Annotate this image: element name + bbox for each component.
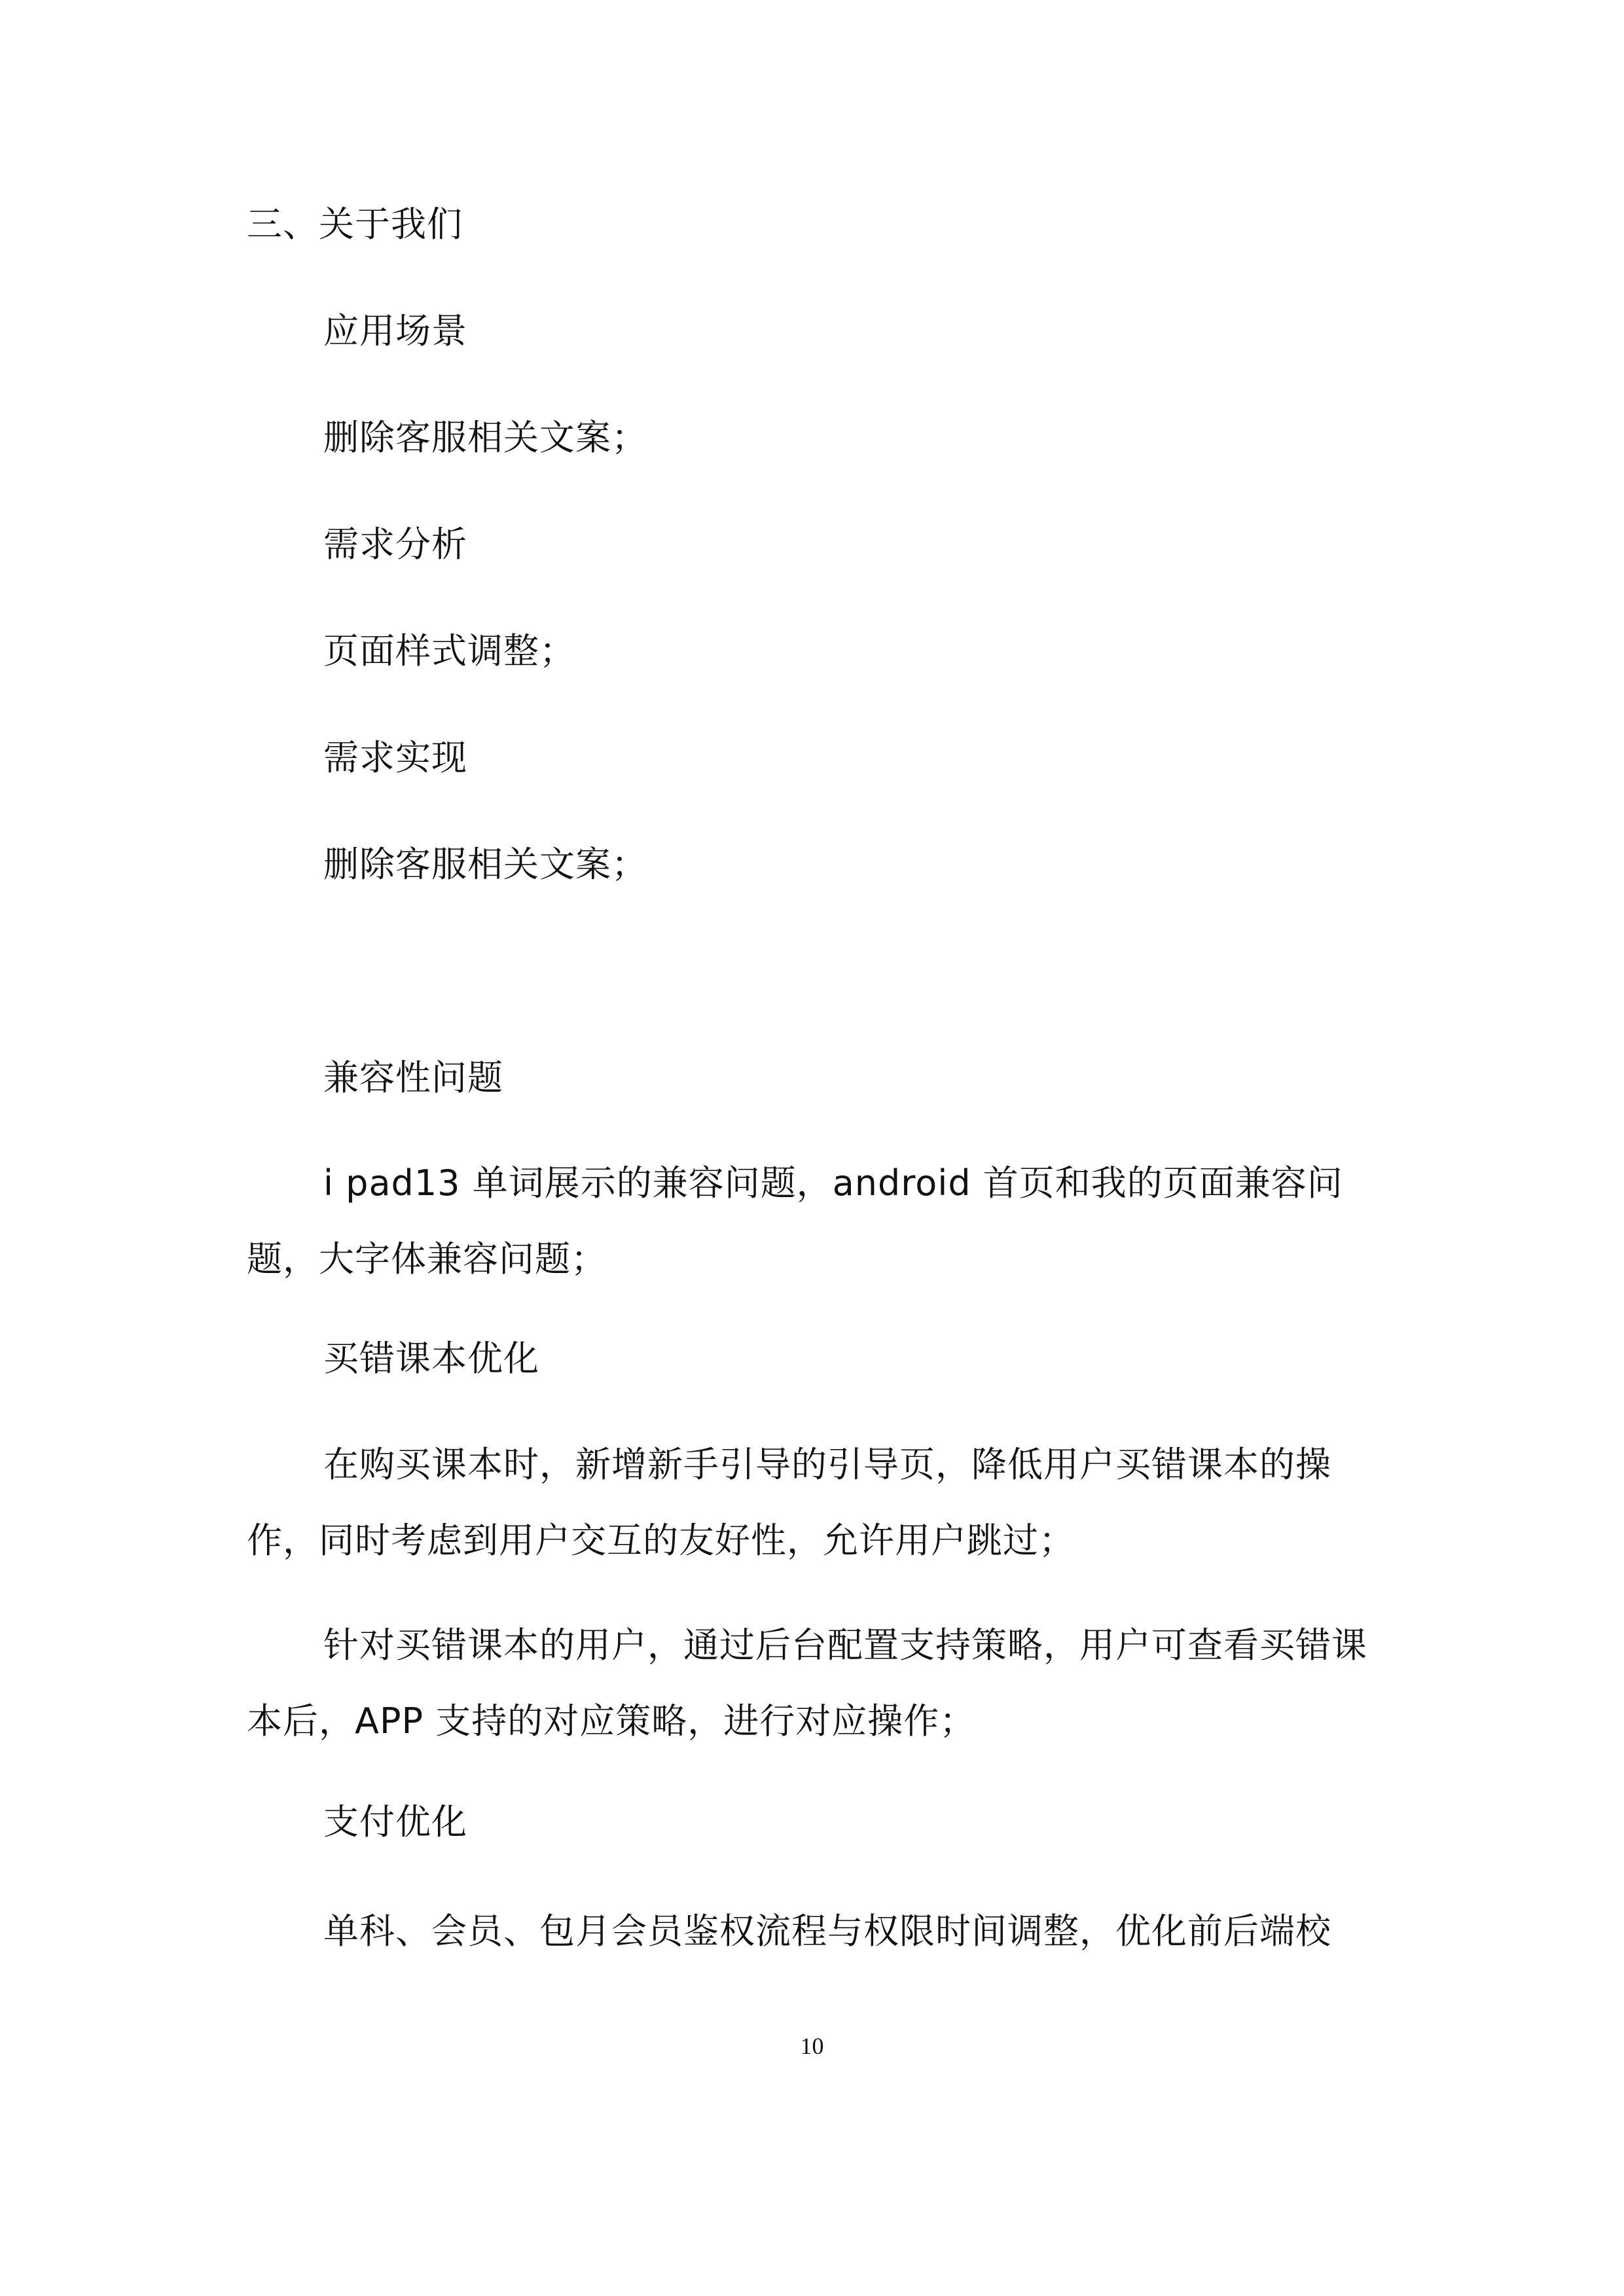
subheading-payment: 支付优化 — [323, 1801, 467, 1842]
page-number: 10 — [800, 2033, 824, 2059]
body-text: 页面样式调整； — [323, 630, 575, 672]
body-paragraph: 单科、会员、包月会员鉴权流程与权限时间调整，优化前后端校 — [323, 1910, 1331, 1952]
body-text: 删除客服相关文案； — [323, 844, 647, 885]
subheading-wrong-textbook: 买错课本优化 — [323, 1338, 539, 1379]
section-heading: 三、关于我们 — [247, 204, 463, 245]
subheading-application-scenario: 应用场景 — [323, 310, 467, 351]
body-text: 删除客服相关文案； — [323, 417, 647, 458]
subheading-requirement-analysis: 需求分析 — [323, 524, 467, 565]
subheading-requirement-implementation: 需求实现 — [323, 737, 467, 778]
body-paragraph: 针对买错课本的用户，通过后台配置支持策略，用户可查看买错课本后，APP 支持的对应策略，进行对应操作； — [247, 1624, 1367, 1742]
subheading-compatibility: 兼容性问题 — [323, 1057, 503, 1098]
body-paragraph: 在购买课本时，新增新手引导的引导页，降低用户买错课本的操作，同时考虑到用户交互的友好性，允许用户跳过； — [247, 1444, 1331, 1561]
body-paragraph: i pad13 单词展示的兼容问题，android 首页和我的页面兼容问题，大字体兼容问题； — [247, 1162, 1343, 1280]
